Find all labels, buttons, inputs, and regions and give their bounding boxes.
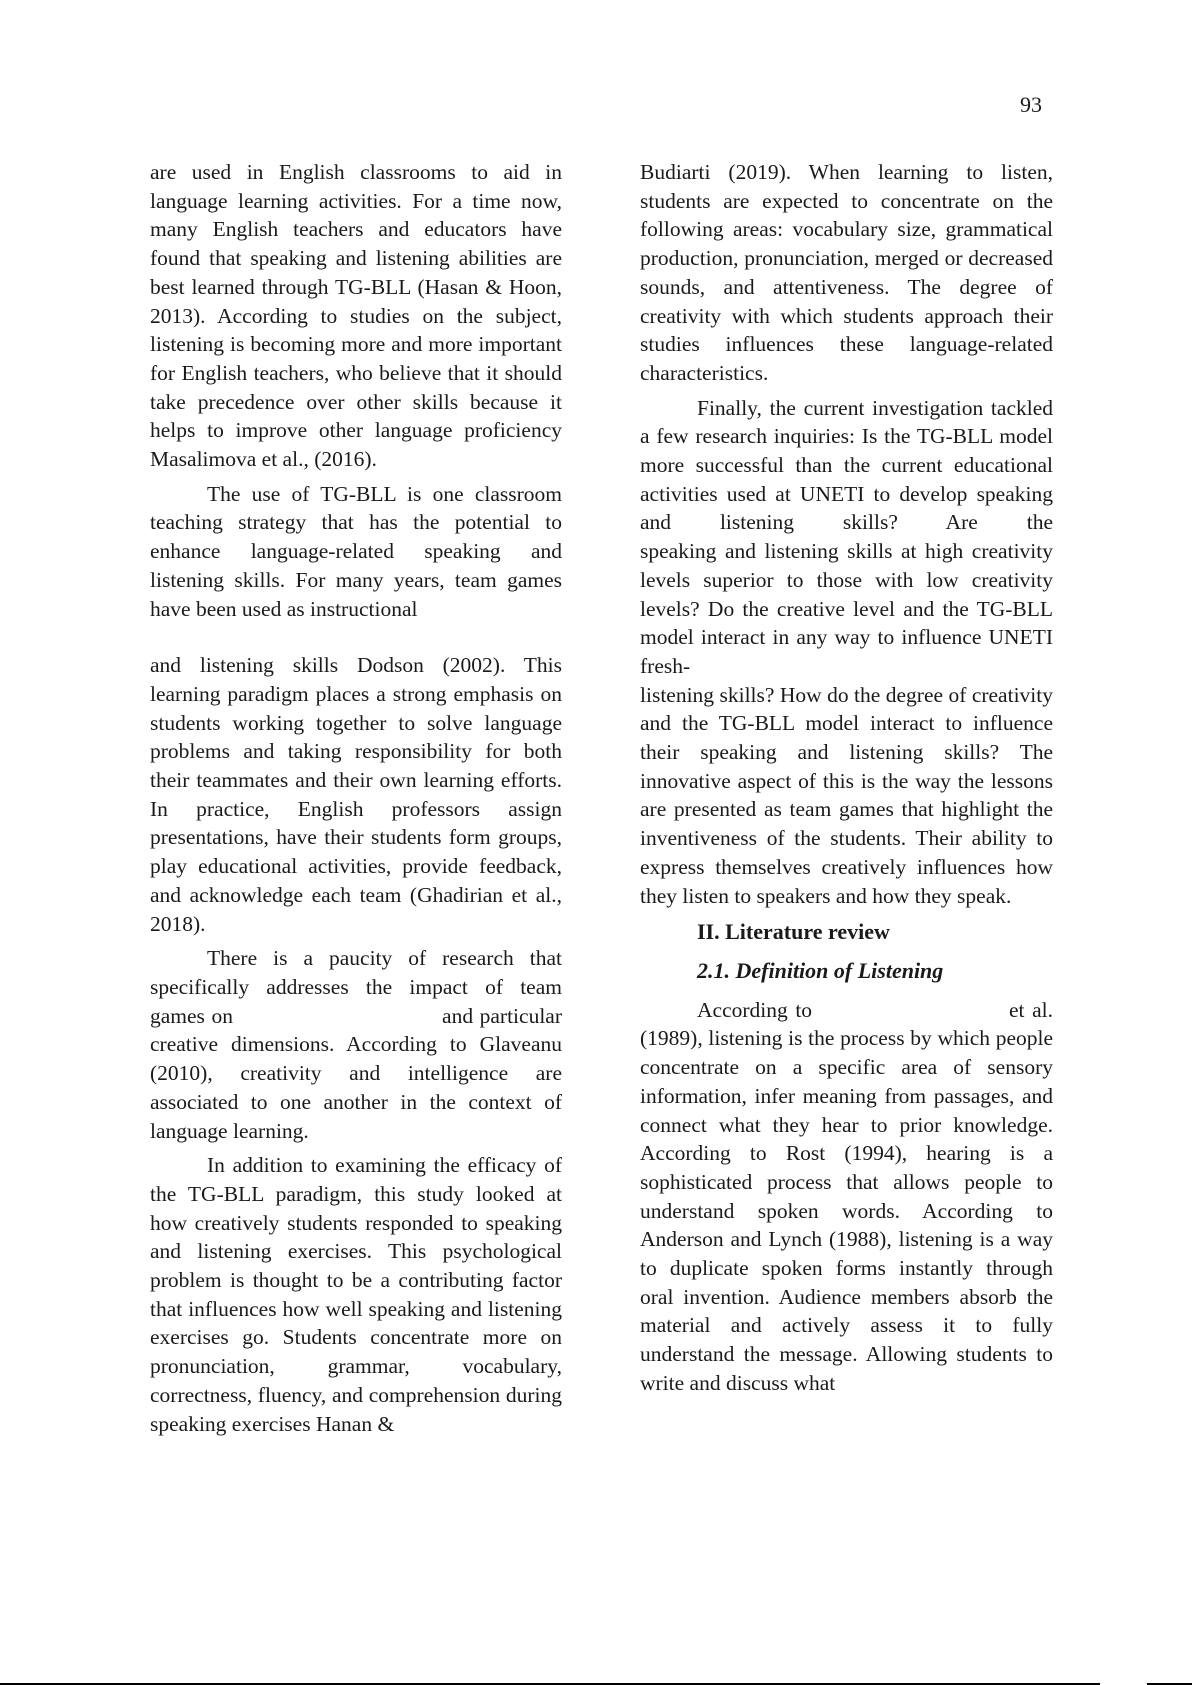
paragraph: are used in English classrooms to aid in language learning activities. For a time now, many English teachers and educators have found that speaking and listening abilities are best learned through TG-BLL (Hasan & Hoon, 2013). According to studies on the subject, listening is becoming more and more important for English teachers, who believe that it should take precedence over other skills because it helps to improve other language proficiency Masalimova et al., (2016). xyxy=(150,160,562,472)
paragraph: There is a paucity of research that specifically addresses the impact of team games on and particular creative dimensions. According to Glaveanu (2010), creativity and intelligence are associated to one another in the context of language learning. xyxy=(150,946,568,1143)
left-column xyxy=(150,158,568,1438)
section-heading: II. Literature review xyxy=(697,919,890,945)
paragraph: Finally, the current investigation tackled a few research inquiries: Is the TG-BLL model more successful than the current educational activities used at UNETI to develop speaking and listening skills? Are the speaking and listening skills at high creativity levels superior to those with low creativity levels? Do the creative level and the TG-BLL model interact in any way to influence UNETI fresh- xyxy=(640,395,1166,678)
subsection-heading: 2.1. Definition of Listening xyxy=(697,957,944,983)
paragraph: According to et al. (1989), listening is the process by which people concentrate on a specific area of sensory information, infer meaning from passages, and connect what they hear to prior knowledge. According to Rost (1994), hearing is a sophisticated process that allows people to understand spoken words. According to Anderson and Lynch (1988), listening is a way to duplicate spoken forms instantly through oral invention. Audience members absorb the material and actively assess it to fully understand the message. Allowing students to write and discuss what xyxy=(640,997,1059,1395)
page-number: 93 xyxy=(1020,92,1042,117)
paragraph: In addition to examining the efficacy of the TG-BLL paradigm, this study looked at how creatively students responded to speaking and listening exercises. This psychological problem is thought to be a contributing factor that influences how well speaking and listening exercises go. Students concentrate more on pronunciation, grammar, vocabulary, correctness, fluency, and comprehension during speaking exercises Hanan & xyxy=(150,1153,562,1436)
paragraph: Budiarti (2019). When learning to listen, students are expected to concentrate on the following areas: vocabulary size, grammatical production, pronunciation, merged or decreased sounds, and attentiveness. The degree of creativity with which students approach their studies influences these language-related characteristics. xyxy=(640,160,1053,385)
paragraph: and listening skills Dodson (2002). This learning paradigm places a strong emphasis on students working together to solve language problems and taking responsibility for both their teammates and their own learning efforts. In practice, English professors assign presentations, have their students form groups, play educational activities, provide feedback, and acknowledge each team (Ghadirian et al., 2018). xyxy=(150,653,562,936)
paragraph: listening skills? How do the degree of creativity and the TG-BLL model interact to influence their speaking and listening skills? The innovative aspect of this is the way the lessons are presented as team games that highlight the inventiveness of the students. Their ability to express themselves creatively influences how they listen to speakers and how they speak. xyxy=(640,682,1053,908)
paragraph: The use of TG-BLL is one classroom teaching strategy that has the potential to enhance language-related speaking and listening skills. For many years, team games have been used as instructional xyxy=(150,481,562,621)
right-column xyxy=(640,158,1166,1398)
